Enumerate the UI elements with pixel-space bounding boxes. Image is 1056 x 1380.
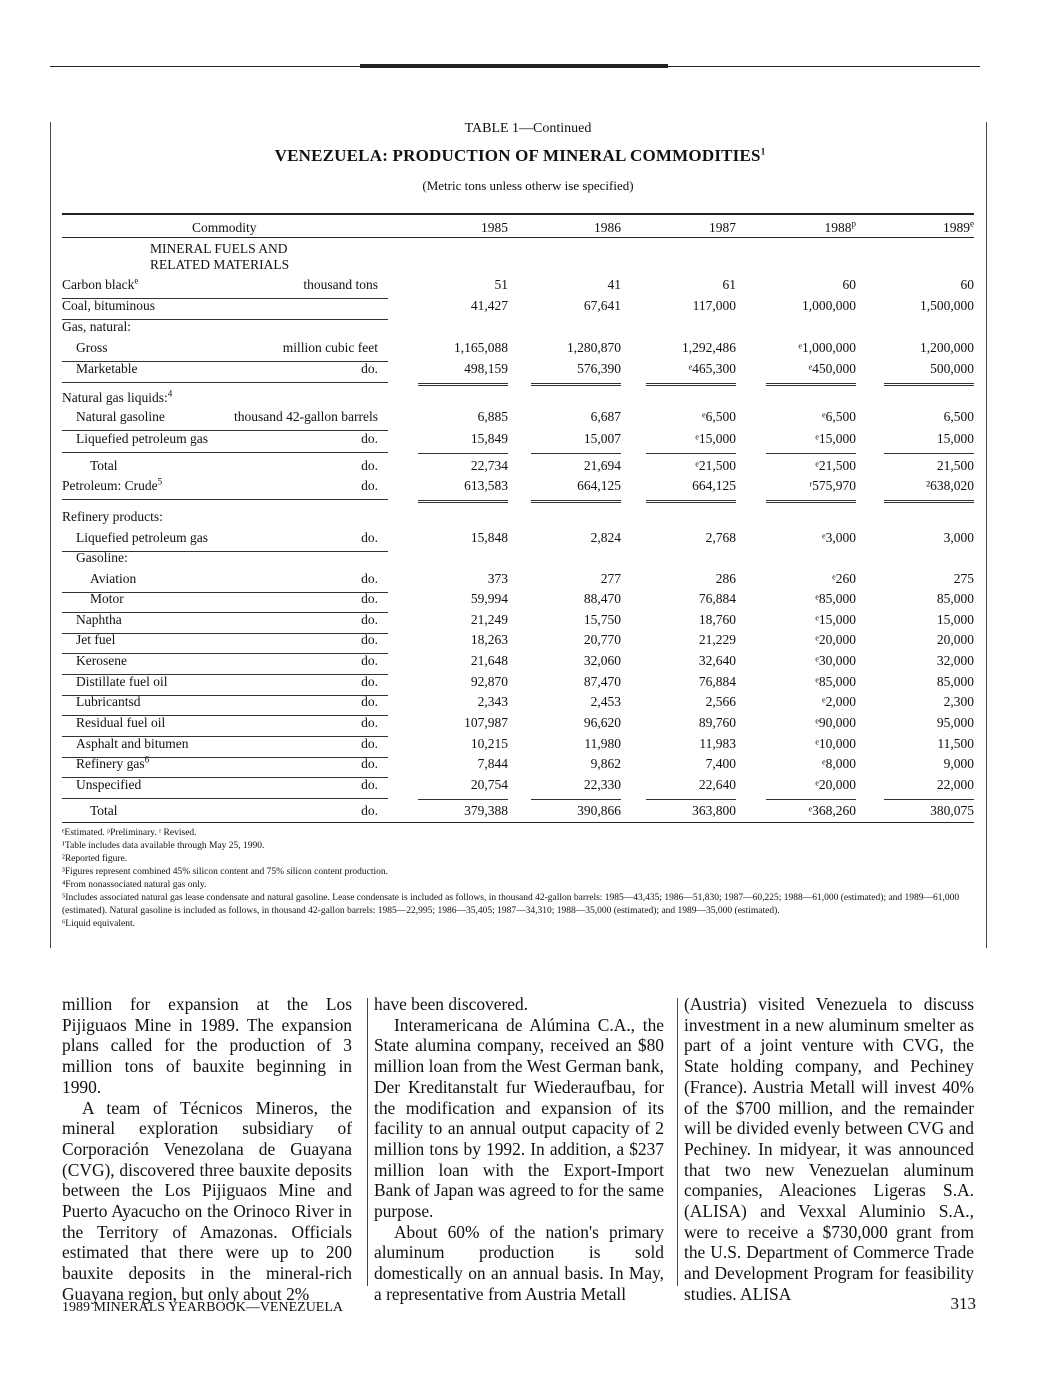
column-divider <box>677 998 678 1286</box>
table-bottom-rule <box>62 822 974 823</box>
row-value: 1,292,486 <box>682 340 736 355</box>
paragraph: have been discovered. <box>374 994 529 1014</box>
row-commodity: Natural gasoline <box>76 409 165 424</box>
header-year: 1989e <box>943 218 974 235</box>
header-year: 1988$^p$ <box>824 218 856 235</box>
row-commodity-sup: e <box>134 275 139 286</box>
row-value: 7,844 <box>477 756 508 771</box>
row-value: 76,884 <box>698 591 736 606</box>
row-unit: do. <box>361 803 378 818</box>
row-value: 96,620 <box>583 715 621 730</box>
table-row <box>62 674 974 694</box>
row-rule <box>62 499 388 500</box>
row-value: 32,640 <box>698 653 736 668</box>
row-value: 22,640 <box>698 777 736 792</box>
row-value: 22,000 <box>936 777 974 792</box>
row-commodity-sup: 5 <box>157 476 163 487</box>
row-value: 15,849 <box>470 431 508 446</box>
row-value: 76,884 <box>698 674 736 689</box>
table-row <box>62 736 974 756</box>
total-rule <box>884 453 974 454</box>
row-commodity: Gross <box>76 340 108 355</box>
row-value: 15,000 <box>936 612 974 627</box>
total-rule <box>418 453 508 454</box>
row-value: ᵉ6,500 <box>822 409 856 424</box>
row-value: ᵉ20,000 <box>815 777 856 792</box>
row-value: 11,980 <box>584 736 621 751</box>
page-number: 313 <box>950 1294 976 1313</box>
table-row <box>62 340 974 360</box>
table-row <box>62 409 974 429</box>
row-unit: do. <box>361 571 378 586</box>
row-commodity: Total <box>90 458 118 473</box>
row-commodity: Petroleum: Crude <box>62 478 158 493</box>
row-commodity: Aviation <box>90 571 137 586</box>
row-value: 15,750 <box>583 612 621 627</box>
row-commodity: Motor <box>90 591 124 606</box>
row-value: 85,000 <box>936 674 974 689</box>
footnote: ¹Table includes data available through May 25, 1990. <box>62 841 265 851</box>
total-rule <box>766 500 856 503</box>
footnotes <box>62 827 974 931</box>
row-value: 286 <box>715 571 736 586</box>
row-value: 6,885 <box>477 409 508 424</box>
row-label <box>62 390 172 406</box>
table-row <box>62 478 974 498</box>
row-unit: do. <box>361 674 378 689</box>
row-unit: do. <box>361 777 378 792</box>
row-value: 9,000 <box>943 756 974 771</box>
row-value: 22,330 <box>583 777 621 792</box>
total-rule <box>766 383 856 386</box>
row-value: 85,000 <box>936 591 974 606</box>
row-value: ᵉ20,000 <box>815 632 856 647</box>
table-row <box>62 390 974 410</box>
row-value: 500,000 <box>930 361 974 376</box>
row-value: 117,000 <box>692 298 736 313</box>
row-commodity: Marketable <box>76 361 138 376</box>
row-value: 363,800 <box>692 803 736 818</box>
row-value: 32,000 <box>936 653 974 668</box>
row-value: 15,000 <box>936 431 974 446</box>
row-rule <box>62 798 388 799</box>
row-value: 15,848 <box>470 530 508 545</box>
table-row <box>62 756 974 776</box>
row-value: 1,200,000 <box>920 340 974 355</box>
row-commodity: Natural gas liquids: <box>62 390 168 405</box>
row-value: ᵉ260 <box>832 571 856 586</box>
table-row <box>62 431 974 451</box>
row-label <box>62 277 138 293</box>
row-value: 61 <box>722 277 736 292</box>
table-row <box>62 530 974 550</box>
row-value: 22,734 <box>470 458 508 473</box>
row-value: 18,760 <box>698 612 736 627</box>
row-value: 92,870 <box>470 674 508 689</box>
row-rule <box>62 382 388 383</box>
row-value: 88,470 <box>583 591 621 606</box>
row-value: 87,470 <box>583 674 621 689</box>
row-value: 373 <box>487 571 508 586</box>
header-year: 1985 <box>481 220 508 235</box>
row-value: 664,125 <box>692 478 736 493</box>
row-value: 21,694 <box>583 458 621 473</box>
row-commodity: Liquefied petroleum gas <box>76 530 208 545</box>
row-commodity: Coal, bituminous <box>62 298 156 313</box>
row-value: 1,280,870 <box>567 340 621 355</box>
row-unit: do. <box>361 736 378 751</box>
table-caption: TABLE 1—Continued <box>464 121 592 136</box>
row-value: 277 <box>600 571 621 586</box>
row-commodity: Liquefied petroleum gas <box>76 431 208 446</box>
row-commodity-sup: 6 <box>144 754 150 765</box>
row-value: 51 <box>494 277 508 292</box>
row-commodity: Naphtha <box>76 612 122 627</box>
row-value: 59,994 <box>470 591 508 606</box>
row-value: 32,060 <box>583 653 621 668</box>
row-value: 379,388 <box>464 803 508 818</box>
table-row <box>62 653 974 673</box>
header-commodity: Commodity <box>192 220 257 235</box>
row-commodity: Asphalt and bitumen <box>76 736 189 751</box>
total-rule <box>646 453 736 454</box>
table-title-sup: 1 <box>760 146 766 157</box>
total-rule <box>884 799 974 800</box>
total-rule <box>766 453 856 454</box>
row-value: ᵉ465,300 <box>688 361 736 376</box>
row-label <box>62 478 162 494</box>
row-value: 390,866 <box>577 803 621 818</box>
row-value: ᵉ368,260 <box>808 803 856 818</box>
row-value: 1,500,000 <box>920 298 974 313</box>
column-divider <box>367 998 368 1286</box>
row-commodity: Lubricantsd <box>76 694 141 709</box>
row-value: 60 <box>960 277 974 292</box>
row-value: ᵉ2,000 <box>822 694 856 709</box>
row-value: 89,760 <box>698 715 736 730</box>
row-commodity: Unspecified <box>76 777 142 792</box>
row-value: ²638,020 <box>926 478 974 493</box>
row-value: 18,263 <box>470 632 508 647</box>
table-row <box>62 361 974 381</box>
table-row <box>62 591 974 611</box>
total-rule <box>646 383 736 386</box>
paragraph: million for expansion at the Los Pijiguaos Mine in 1989. The expansion plans called for the production of 3 million tons of bauxite beginning in 1990. <box>62 994 352 1097</box>
row-commodity: Carbon black <box>62 277 135 292</box>
row-value: 21,648 <box>470 653 508 668</box>
row-value: 2,343 <box>477 694 508 709</box>
total-rule <box>531 799 621 800</box>
row-value: 2,300 <box>943 694 974 709</box>
footnote: ⁶Liquid equivalent. <box>62 919 135 929</box>
total-rule <box>884 500 974 503</box>
table-row <box>62 803 974 823</box>
row-value: 2,824 <box>590 530 621 545</box>
row-value: 664,125 <box>577 478 621 493</box>
total-rule <box>418 383 508 386</box>
paragraph: About 60% of the nation's primary aluminum production is sold domestically on an annual basis. In May, a representative from Austria Metall <box>374 1221 664 1304</box>
row-value: 41,427 <box>470 298 508 313</box>
row-value: ᵉ15,000 <box>815 612 856 627</box>
row-value: ᵉ85,000 <box>815 674 856 689</box>
total-rule <box>418 500 508 503</box>
row-value: 10,215 <box>470 736 508 751</box>
total-rule <box>884 383 974 386</box>
row-unit: do. <box>361 715 378 730</box>
total-rule <box>531 383 621 386</box>
table-row <box>62 571 974 591</box>
table-row <box>62 612 974 632</box>
footnote: ᵉEstimated. ᵖPreliminary. ʳ Revised. <box>62 828 197 838</box>
row-unit: do. <box>361 431 378 446</box>
table-row <box>62 257 974 277</box>
table-row <box>62 298 974 318</box>
table-subtitle: (Metric tons unless otherw ise specified) <box>422 178 634 193</box>
table-row <box>62 550 974 570</box>
footnote: ³Figures represent combined 45% silicon content and 75% silicon content production. <box>62 867 389 877</box>
row-value: 9,862 <box>590 756 621 771</box>
row-value: ᵉ1,000,000 <box>798 340 856 355</box>
paragraph: (Austria) visited Venezuela to discuss investment in a new aluminum smelter as part of a joint venture with CVG, the State holding company, and Pechiney (France). Austria Metall will invest 40% of the $700 million, and the remainder will be divided evenly between CVG and Pechiney. In midyear, it was announced that two new Venezuelan aluminum companies, Aleaciones Ligeras S.A. (ALISA) and Vexxal Aluminio S.A., were to receive a $730,000 grant from the U.S. Department of Commerce Trade and Development Program for feasibility studies. ALISA <box>684 994 974 1304</box>
row-value: ᵉ21,500 <box>815 458 856 473</box>
table-header <box>62 220 974 240</box>
row-unit: thousand 42-gallon barrels <box>234 409 378 424</box>
table-row <box>62 694 974 714</box>
header-rule-top <box>62 213 974 215</box>
table-row <box>62 632 974 652</box>
row-value: ᵉ6,500 <box>702 409 736 424</box>
row-commodity: Gasoline: <box>76 550 128 565</box>
paragraph: Interamericana de Alúmina C.A., the State alumina company, received an $80 million loan from the West German bank, Der Kreditanstalt fur Wiederaufbau, for the modification and expansion of its facility to an annual output capacity of 2 million tons by 1992. In addition, a $237 million loan with the Export-Import Bank of Japan was agreed to for the same purpose. <box>374 1014 664 1222</box>
footnote: ²Reported figure. <box>62 854 128 864</box>
row-unit: do. <box>361 478 378 493</box>
row-value: 2,566 <box>705 694 736 709</box>
row-unit: thousand tons <box>303 277 378 292</box>
row-value: ᵉ15,000 <box>695 431 736 446</box>
table-row <box>62 509 974 529</box>
row-value: 6,687 <box>590 409 621 424</box>
row-value: ᵉ10,000 <box>815 736 856 751</box>
row-value: 60 <box>842 277 856 292</box>
total-rule <box>646 500 736 503</box>
table-row <box>62 777 974 797</box>
row-value: ᵉ3,000 <box>822 530 856 545</box>
row-value: ᵉ8,000 <box>822 756 856 771</box>
row-commodity-sup: 4 <box>167 388 173 399</box>
row-value: 21,229 <box>698 632 736 647</box>
right-margin-rule <box>986 122 987 948</box>
row-value: 3,000 <box>943 530 974 545</box>
row-value: 1,000,000 <box>802 298 856 313</box>
row-commodity: Jet fuel <box>76 632 116 647</box>
row-commodity: MINERAL FUELS AND <box>150 241 288 256</box>
row-value: 21,500 <box>936 458 974 473</box>
row-value: ᵉ450,000 <box>808 361 856 376</box>
row-value: 67,641 <box>583 298 621 313</box>
row-commodity: Distillate fuel oil <box>76 674 168 689</box>
row-value: ᵉ30,000 <box>815 653 856 668</box>
row-unit: do. <box>361 756 378 771</box>
row-value: 20,770 <box>583 632 621 647</box>
row-value: 11,983 <box>699 736 736 751</box>
row-unit: do. <box>361 530 378 545</box>
row-value: 20,754 <box>470 777 508 792</box>
row-value: 107,987 <box>464 715 508 730</box>
row-value: 20,000 <box>936 632 974 647</box>
row-rule <box>62 452 388 453</box>
row-unit: do. <box>361 632 378 647</box>
body-column-3 <box>684 994 974 1305</box>
row-unit: do. <box>361 591 378 606</box>
total-rule <box>646 799 736 800</box>
row-value: 380,075 <box>930 803 974 818</box>
row-value: 1,165,088 <box>454 340 508 355</box>
row-value: 15,007 <box>583 431 621 446</box>
row-value: 7,400 <box>705 756 736 771</box>
row-value: 2,453 <box>590 694 621 709</box>
footnote: ⁵Includes associated natural gas lease condensate and natural gasoline. Lease condensate is included as follows, in thousand 42-gallon barrels: 1985—43,435; 1986—51,830; 1987—60,225; 1988—61,000 (estimated); and 1989—61,000 (estimated). Natural gasoline is included as follows, in thousand 42-gallon barrels: 1985—22,995; 1986—35,405; 1987—34,310; 1988—35,000 (estimated); and 1989—35,000 (estimated). <box>62 893 960 916</box>
row-commodity: Gas, natural: <box>62 319 131 334</box>
footnote: ⁴From nonassociated natural gas only. <box>62 880 207 890</box>
body-column-2 <box>374 994 664 1305</box>
row-value: ᵉ21,500 <box>695 458 736 473</box>
row-value: 2,768 <box>705 530 736 545</box>
row-commodity: Residual fuel oil <box>76 715 166 730</box>
header-year: 1987 <box>709 220 736 235</box>
row-commodity: RELATED MATERIALS <box>150 257 290 272</box>
row-unit: do. <box>361 653 378 668</box>
row-value: ʳ575,970 <box>809 478 856 493</box>
row-label <box>76 756 149 772</box>
row-unit: million cubic feet <box>282 340 378 355</box>
table-row <box>62 715 974 735</box>
row-value: 275 <box>953 571 974 586</box>
total-rule <box>531 453 621 454</box>
row-value: 498,159 <box>464 361 508 376</box>
total-rule <box>531 500 621 503</box>
row-value: 41 <box>607 277 621 292</box>
row-unit: do. <box>361 694 378 709</box>
table-row <box>62 319 974 339</box>
top-rule-bold <box>360 64 668 68</box>
row-value: 11,500 <box>937 736 974 751</box>
paragraph: A team of Técnicos Mineros, the mineral exploration subsidiary of Corporación Venezolana de Guayana (CVG), discovered three bauxite deposits between the Los Pijiguaos Mine and Puerto Ayacucho on the Orinoco River in the Territory of Amazonas. Officials estimated that there were up to 200 bauxite deposits in the mineral-rich Guayana region, but only about 2% <box>62 1097 352 1304</box>
table-title <box>0 146 1040 166</box>
row-value: ᵉ90,000 <box>815 715 856 730</box>
row-commodity: Refinery products: <box>62 509 163 524</box>
table-row <box>62 458 974 478</box>
row-value: 95,000 <box>936 715 974 730</box>
row-value: 21,249 <box>470 612 508 627</box>
left-margin-rule <box>50 122 51 948</box>
row-value: ᵉ15,000 <box>815 431 856 446</box>
row-value: 6,500 <box>943 409 974 424</box>
row-commodity: Kerosene <box>76 653 127 668</box>
body-column-1 <box>62 994 352 1305</box>
total-rule <box>766 799 856 800</box>
row-value: 576,390 <box>577 361 621 376</box>
row-value: 613,583 <box>464 478 508 493</box>
footer-journal: 1989 MINERALS YEARBOOK—VENEZUELA <box>62 1300 344 1315</box>
row-commodity: Refinery gas <box>76 756 145 771</box>
row-value: ᵉ85,000 <box>815 591 856 606</box>
row-unit: do. <box>361 361 378 376</box>
table-row <box>62 277 974 297</box>
row-commodity: Total <box>90 803 118 818</box>
row-unit: do. <box>361 612 378 627</box>
table-title-text: VENEZUELA: PRODUCTION OF MINERAL COMMODITIES <box>274 146 761 165</box>
row-unit: do. <box>361 458 378 473</box>
header-year: 1986 <box>594 220 621 235</box>
total-rule <box>418 799 508 800</box>
